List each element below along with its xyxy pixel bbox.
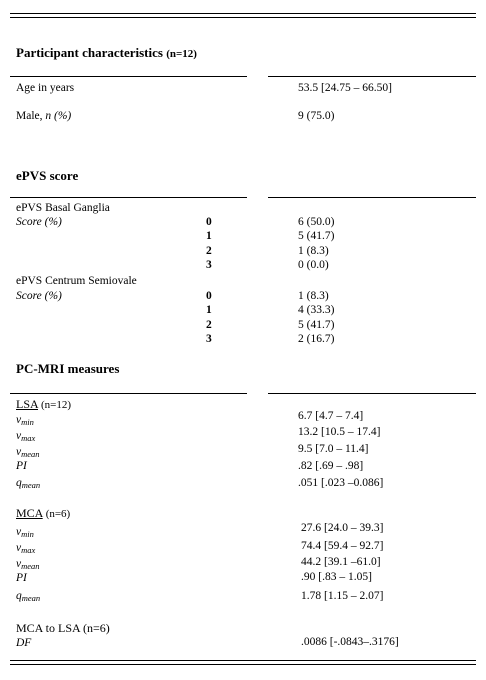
mca-to-lsa-heading: MCA to LSA (n=6) <box>16 621 110 635</box>
epvs-bg-score-1: 1 <box>206 230 212 242</box>
male-value: 9 (75.0) <box>298 110 335 122</box>
epvs-bg-score-3: 3 <box>206 259 212 271</box>
mca-vmin-value: 27.6 [24.0 – 39.3] <box>301 522 384 534</box>
epvs-cs-score-2: 2 <box>206 319 212 331</box>
lsa-vmean-value: 9.5 [7.0 – 11.4] <box>298 443 369 455</box>
epvs-bg-value-0: 6 (50.0) <box>298 216 335 228</box>
epvs-bg-score-2: 2 <box>206 245 212 257</box>
epvs-rule-left <box>10 197 247 198</box>
lsa-vmin-label: $v_{min}$ <box>16 414 34 427</box>
lsa-qmean-label: $q_{mean}$ <box>16 477 41 490</box>
lsa-pi-label: PI <box>16 460 27 472</box>
lsa-vmax-value: 13.2 [10.5 – 17.4] <box>298 426 381 438</box>
lsa-vmin-value: 6.7 [4.7 – 7.4] <box>298 410 364 422</box>
mca-vmin-label: $v_{min}$ <box>16 526 34 539</box>
pcmri-rule-left <box>10 393 247 394</box>
mca-heading: MCA (n=6) <box>16 506 71 520</box>
mca-pi-label: PI <box>16 572 27 584</box>
epvs-bg-value-1: 5 (41.7) <box>298 230 335 242</box>
epvs-cs-value-2: 5 (41.7) <box>298 319 335 331</box>
lsa-qmean-value: .051 [.023 –0.086] <box>298 477 384 489</box>
epvs-cs-score-1: 1 <box>206 304 212 316</box>
top-rule-2 <box>10 17 476 18</box>
epvs-bg-score-0: 0 <box>206 216 212 228</box>
epvs-cs-score-3: 3 <box>206 333 212 345</box>
epvs-bg-value-2: 1 (8.3) <box>298 245 329 257</box>
epvs-bg-value-3: 0 (0.0) <box>298 259 329 271</box>
mca-qmean-label: $q_{mean}$ <box>16 590 41 603</box>
mca-vmax-value: 74.4 [59.4 – 92.7] <box>301 540 384 552</box>
lsa-heading: LSA (n=12) <box>16 397 72 411</box>
epvs-cs-value-0: 1 (8.3) <box>298 290 329 302</box>
age-value: 53.5 [24.75 – 66.50] <box>298 82 392 94</box>
epvs-cs-score-0: 0 <box>206 290 212 302</box>
lsa-vmean-label: $v_{mean}$ <box>16 446 40 459</box>
mca-pi-value: .90 [.83 – 1.05] <box>301 571 372 583</box>
epvs-cs-value-3: 2 (16.7) <box>298 333 335 345</box>
mca-qmean-value: 1.78 [1.15 – 2.07] <box>301 590 384 602</box>
epvs-cs-score-label: Score (%) <box>16 290 62 302</box>
bottom-rule-2 <box>10 664 476 665</box>
epvs-cs-label: ePVS Centrum Semiovale <box>16 275 137 287</box>
pcmri-rule-right <box>268 393 476 394</box>
lsa-pi-value: .82 [.69 – .98] <box>298 460 364 472</box>
mca-vmean-value: 44.2 [39.1 –61.0] <box>301 556 381 568</box>
top-rule-1 <box>10 13 476 14</box>
lsa-vmax-label: $v_{max}$ <box>16 430 36 443</box>
age-label: Age in years <box>16 82 75 94</box>
participant-rule-left <box>10 76 247 77</box>
bottom-rule-1 <box>10 660 476 661</box>
male-label: Male, n (%) <box>16 110 72 122</box>
participant-rule-right <box>268 76 476 77</box>
epvs-cs-value-1: 4 (33.3) <box>298 304 335 316</box>
mca-vmax-label: $v_{max}$ <box>16 542 36 555</box>
participant-heading: Participant characteristics (n=12) <box>16 45 197 60</box>
epvs-bg-score-label: Score (%) <box>16 216 62 228</box>
mca-vmean-label: $v_{mean}$ <box>16 558 40 571</box>
epvs-rule-right <box>268 197 476 198</box>
pcmri-heading: PC-MRI measures <box>16 361 120 376</box>
epvs-heading: ePVS score <box>16 168 79 183</box>
df-value: .0086 [-.0843–.3176] <box>301 636 399 648</box>
epvs-bg-label: ePVS Basal Ganglia <box>16 202 110 214</box>
df-label: DF <box>16 637 32 649</box>
